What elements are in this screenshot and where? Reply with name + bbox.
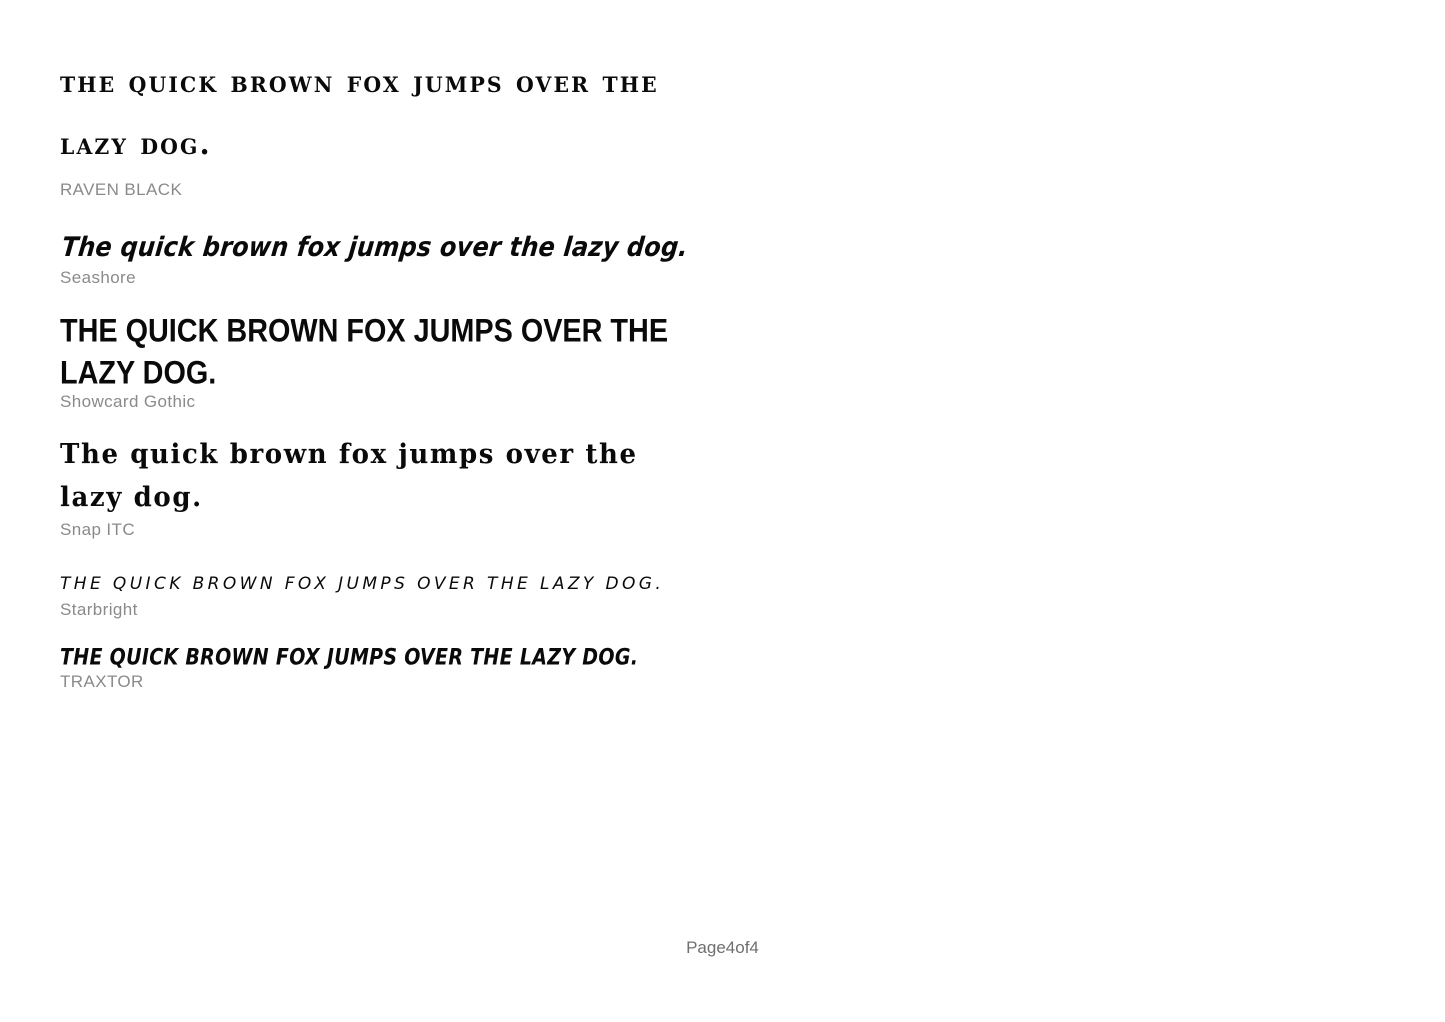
specimen-sample-text: THE QUICK BROWN FOX JUMPS OVER THE LAZY DOG. xyxy=(60,644,639,671)
specimen-font-name: Seashore xyxy=(60,268,136,287)
specimen-sample-text: the quick brown fox jumps over the lazy dog. xyxy=(60,65,672,162)
specimen-font-name: RAVEN BLACK xyxy=(60,180,183,199)
specimen-font-name: TRAXTOR xyxy=(60,672,144,691)
specimen-font-name: Starbright xyxy=(60,600,138,619)
font-specimen-showcard-gothic xyxy=(60,310,1380,412)
specimen-sample-text: THE QUICK BROWN FOX JUMPS OVER THE LAZY DOG. xyxy=(60,313,677,391)
font-specimen-snap-itc xyxy=(60,434,1380,540)
specimen-sample-text: The quick brown fox jumps over the lazy dog. xyxy=(60,231,690,263)
font-specimen-raven-black xyxy=(60,52,1380,200)
page-number-footer: Page4of4 xyxy=(686,938,759,957)
font-specimen-starbright xyxy=(60,572,1380,620)
specimen-sample-text: THE QUICK BROWN FOX JUMPS OVER THE LAZY DOG. xyxy=(60,574,665,594)
specimen-sample-text: The quick brown fox jumps over the lazy dog. xyxy=(60,439,649,514)
font-specimen-seashore xyxy=(60,231,1380,288)
font-specimen-traxtor xyxy=(60,642,1380,692)
specimen-font-name: Snap ITC xyxy=(60,520,136,539)
specimen-font-name: Showcard Gothic xyxy=(60,392,196,411)
specimen-list xyxy=(60,52,1380,710)
